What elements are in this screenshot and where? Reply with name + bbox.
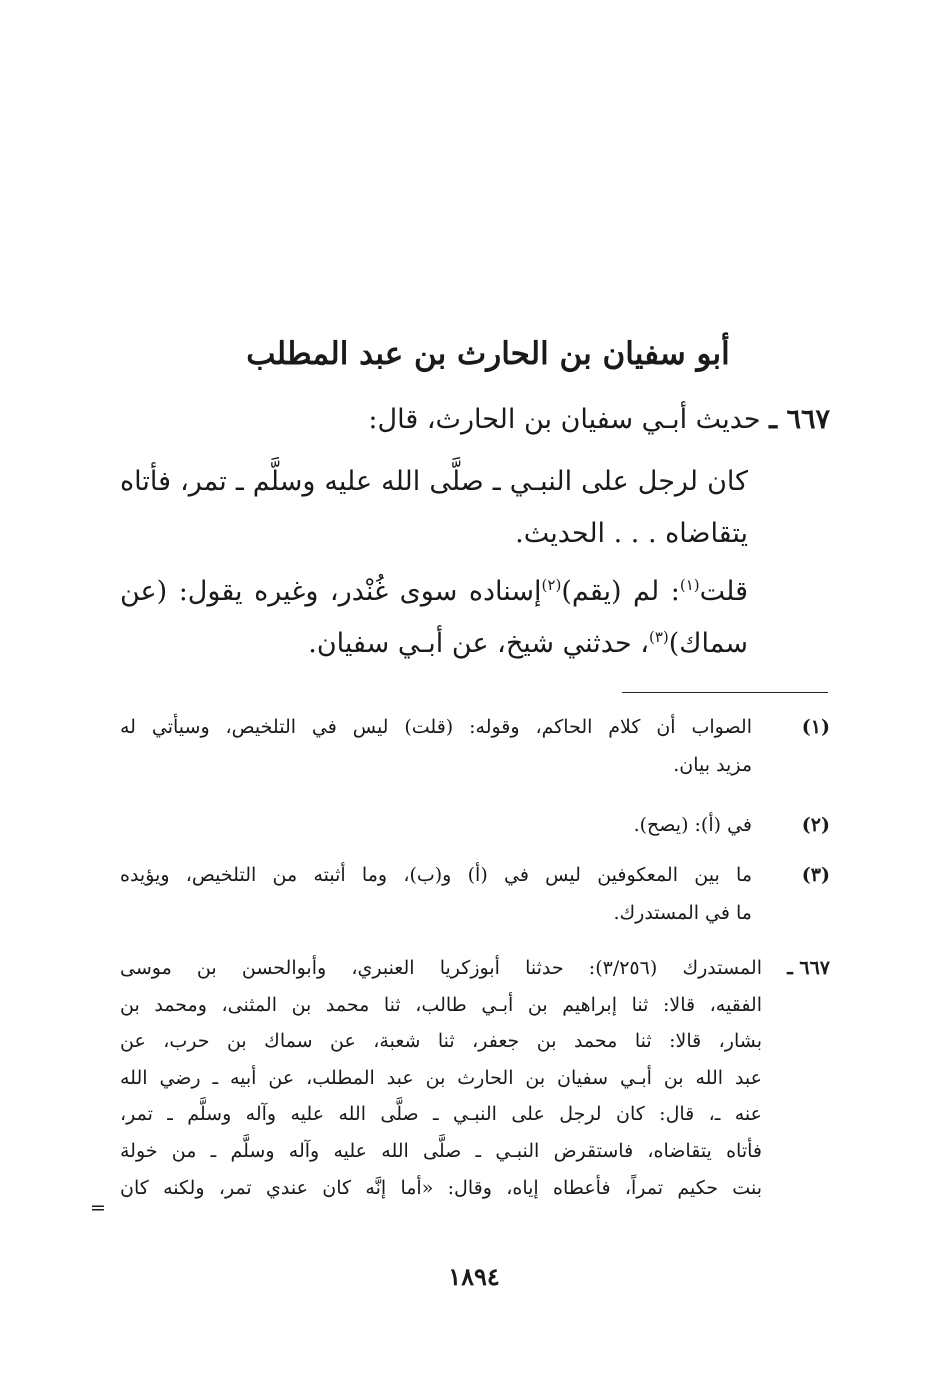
- hadith-text: [120, 456, 748, 560]
- hadith-intro: حديث أبـي سفيان بن الحارث، قال:: [368, 404, 761, 435]
- footnote-2: [120, 806, 830, 844]
- footnote-3: [120, 856, 830, 932]
- note-text: قلت: [699, 576, 749, 607]
- footnote-separator: [622, 692, 828, 693]
- commentary-line: فأتاه يتقاضاه، فاستقرض النبـي ـ صلَّى الله عليه وآله وسلَّم ـ من خولة: [120, 1139, 762, 1162]
- footnote-ref: (١): [679, 576, 700, 594]
- footnote-number: (٢): [801, 814, 830, 836]
- footnote-line: في (أ): (يصح).: [633, 814, 752, 836]
- commentary-line: عبد الله بن أبـي سفيان بن الحارث بن عبد المطلب، عن أبيه ـ رضي الله: [120, 1066, 762, 1089]
- author-note-line: [120, 566, 748, 618]
- footnote-body: [120, 806, 752, 844]
- footnote-1: [120, 708, 830, 784]
- footnote-line: ما في المستدرك.: [613, 902, 752, 924]
- section-heading: أبو سفيان بن الحارث بن عبد المطلب: [246, 336, 730, 372]
- continuation-mark: =: [90, 1197, 106, 1219]
- page-number: ١٨٩٤: [448, 1262, 500, 1291]
- note-text: : لم (يقم): [561, 576, 680, 607]
- footnote-ref: (٣): [648, 628, 669, 646]
- note-text: إسناده سوى غُنْدر، وغيره يقول: (عن: [120, 576, 542, 607]
- note-text: سماك): [668, 628, 748, 659]
- author-note: [120, 566, 748, 670]
- commentary-line: عنه ـ، قال: كان لرجل على النبـي ـ صلَّى الله عليه وآله وسلَّم ـ تمر،: [120, 1103, 762, 1126]
- footnote-line: مزيد بيان.: [673, 754, 752, 776]
- hadith-text-line: كان لرجل على النبـي ـ صلَّى الله عليه وسلَّم ـ تمر، فأتاه: [120, 466, 748, 497]
- footnote-number: (١): [801, 716, 830, 738]
- commentary-line: المستدرك (٣/٢٥٦): حدثنا أبوزكريا العنبري، وأبوالحسن بن موسى: [120, 957, 762, 979]
- hadith-number: ٦٦٧ ـ: [769, 404, 830, 435]
- footnote-number: (٣): [801, 864, 830, 886]
- commentary-line: بشار، قالا: ثنا محمد بن جعفر، ثنا شعبة، عن سماك بن حرب، عن: [120, 1030, 762, 1053]
- hadith-text-line: يتقاضاه . . . الحديث.: [515, 518, 748, 549]
- footnote-body: [120, 708, 752, 784]
- commentary-body: [120, 950, 762, 1206]
- note-text: ، حدثني شيخ، عن أبـي سفيان.: [308, 628, 649, 659]
- hadith-header: [120, 400, 830, 440]
- footnote-line: ما بين المعكوفين ليس في (أ) و(ب)، وما أثبته من التلخيص، ويؤيده: [120, 864, 752, 886]
- commentary-line: الفقيه، قالا: ثنا إبراهيم بن أبـي طالب، ثنا محمد بن المثنى، ومحمد بن: [120, 993, 762, 1016]
- footnote-line: الصواب أن كلام الحاكم، وقوله: (قلت) ليس في التلخيص، وسيأتي له: [120, 716, 752, 738]
- commentary: [120, 950, 830, 1206]
- commentary-number: ٦٦٧ ـ: [787, 957, 830, 979]
- author-note-line: [120, 618, 748, 670]
- footnote-body: [120, 856, 752, 932]
- commentary-line: بنت حكيم تمراً، فأعطاه إياه، وقال: «أما إنَّه كان عندي تمر، ولكنه كان: [120, 1176, 762, 1199]
- footnote-ref: (٢): [541, 576, 562, 594]
